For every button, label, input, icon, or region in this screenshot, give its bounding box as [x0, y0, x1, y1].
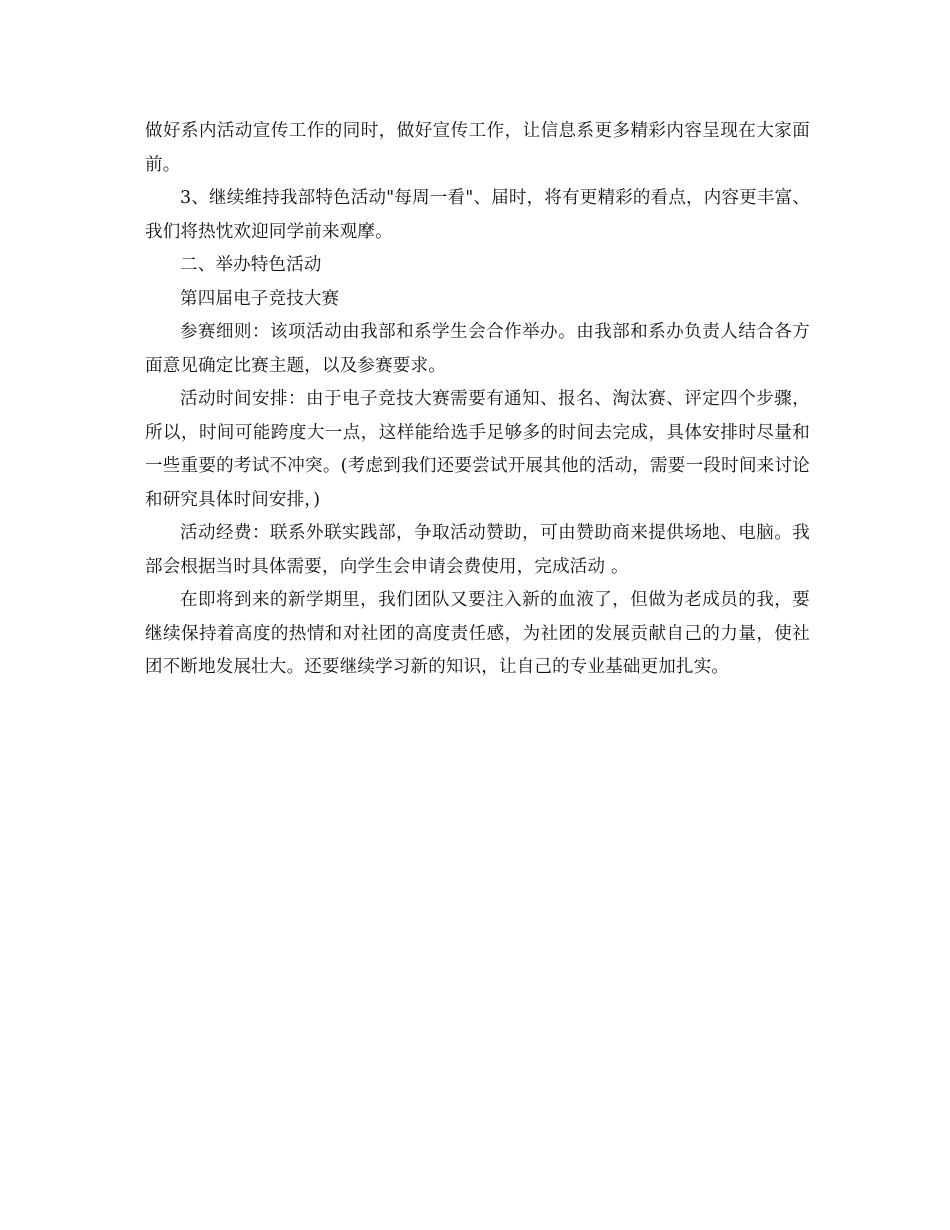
paragraph-1: 做好系内活动宣传工作的同时，做好宣传工作，让信息系更多精彩内容呈现在大家面前。 [145, 121, 810, 175]
paragraph-schedule: 活动时间安排：由于电子竞技大赛需要有通知、报名、淘汰赛、评定四个步骤，所以，时间可能跨度大一点，这样能给选手足够多的时间去完成，具体安排时尽量和一些重要的考试不冲突。(考虑到我们还要尝试开展其他的活动，需要一段时间来讨论和研究具体时间安排，) [145, 389, 810, 510]
paragraph-2: 3、继续维持我部特色活动"每周一看"、届时，将有更精彩的看点，内容更丰富、我们将热忱欢迎同学前来观摩。 [145, 188, 810, 242]
paragraph-funding: 活动经费：联系外联实践部，争取活动赞助，可由赞助商来提供场地、电脑。我部会根据当时具体需要，向学生会申请会费使用，完成活动 。 [145, 523, 810, 577]
document-body [145, 115, 810, 685]
paragraph-closing: 在即将到来的新学期里，我们团队又要注入新的血液了，但做为老成员的我，要继续保持着高度的热情和对社团的高度责任感，为社团的发展贡献自己的力量，使社团不断地发展壮大。还要继续学习新的知识，让自己的专业基础更加扎实。 [145, 590, 810, 677]
activity-title: 第四届电子竞技大赛 [180, 288, 340, 309]
section-heading: 二、举办特色活动 [180, 255, 322, 275]
paragraph-rules: 参赛细则：该项活动由我部和系学生会合作举办。由我部和系办负责人结合各方面意见确定比赛主题，以及参赛要求。 [145, 322, 810, 376]
